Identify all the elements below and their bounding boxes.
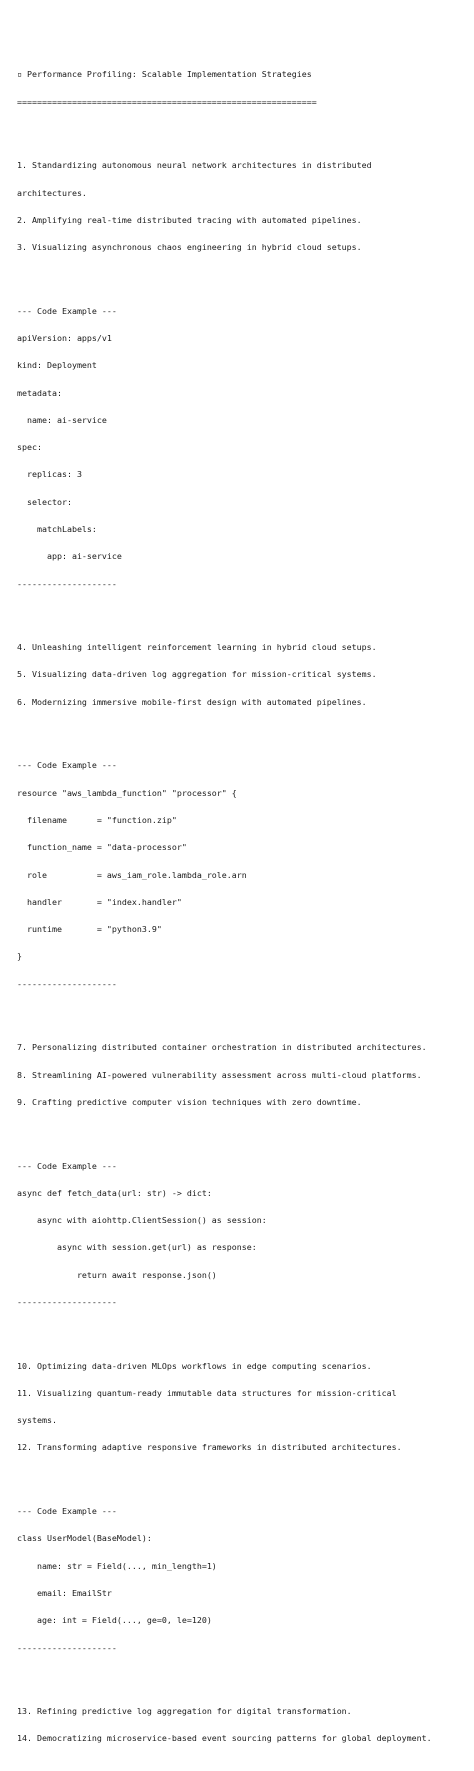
spacer <box>17 1471 432 1480</box>
code-line: spec: <box>17 442 42 453</box>
spacer <box>17 125 432 134</box>
list-item: 10. Optimizing data-driven MLOps workflows in edge computing scenarios. <box>17 1360 372 1371</box>
title-text: Performance Profiling: Scalable Implementation Strategies <box>22 69 312 80</box>
code-line: selector: <box>17 496 72 507</box>
code-line: } <box>17 951 22 962</box>
document-body <box>17 43 432 1771</box>
code-line: async with aiohttp.ClientSession() as session: <box>17 1215 267 1226</box>
list-item: systems. <box>17 1415 57 1426</box>
code-line: filename = "function.zip" <box>17 814 177 825</box>
list-item: 6. Modernizing immersive mobile-first design with automated pipelines. <box>17 696 367 707</box>
spacer <box>17 607 432 616</box>
list-item: 1. Standardizing autonomous neural network architectures in distributed <box>17 160 372 171</box>
title-rule: ============================================================ <box>17 96 317 107</box>
spacer <box>17 1671 432 1680</box>
code-line: async with session.get(url) as response: <box>17 1242 257 1253</box>
code-line: replicas: 3 <box>17 469 82 480</box>
code-line: function_name = "data-processor" <box>17 842 187 853</box>
code-line: apiVersion: apps/v1 <box>17 333 112 343</box>
list-item: 14. Democratizing microservice-based event sourcing patterns for global deployment. <box>17 1733 432 1744</box>
code-example-header: --- Code Example --- <box>17 305 117 316</box>
list-item: 9. Crafting predictive computer vision techniques with zero downtime. <box>17 1096 362 1107</box>
title-bullet-icon: ▫ <box>17 69 22 80</box>
code-line: handler = "index.handler" <box>17 896 182 907</box>
list-item: 11. Visualizing quantum-ready immutable data structures for mission-critical <box>17 1387 397 1398</box>
list-item: 5. Visualizing data-driven log aggregation for mission-critical systems. <box>17 669 377 680</box>
spacer <box>17 1125 432 1134</box>
code-example-footer: -------------------- <box>17 1296 117 1307</box>
code-example-footer: -------------------- <box>17 1642 117 1653</box>
list-item: 7. Personalizing distributed container orchestration in distributed architectures. <box>17 1042 427 1053</box>
list-item: 13. Refining predictive log aggregation for digital transformation. <box>17 1706 352 1717</box>
code-example-header: --- Code Example --- <box>17 760 117 771</box>
code-line: kind: Deployment <box>17 360 97 371</box>
code-line: return await response.json() <box>17 1269 217 1280</box>
spacer <box>17 1007 432 1016</box>
code-line: class UserModel(BaseModel): <box>17 1533 152 1544</box>
code-line: name: ai-service <box>17 414 107 425</box>
code-example-header: --- Code Example --- <box>17 1506 117 1517</box>
code-example-header: --- Code Example --- <box>17 1160 117 1171</box>
code-line: role = aws_iam_role.lambda_role.arn <box>17 869 247 880</box>
code-line: matchLabels: <box>17 523 97 534</box>
list-item: 12. Transforming adaptive responsive frameworks in distributed architectures. <box>17 1442 402 1453</box>
list-item: 4. Unleashing intelligent reinforcement learning in hybrid cloud setups. <box>17 642 377 653</box>
code-line: metadata: <box>17 387 62 398</box>
code-example-footer: -------------------- <box>17 578 117 589</box>
code-line: app: ai-service <box>17 551 122 562</box>
list-item: 2. Amplifying real-time distributed tracing with automated pipelines. <box>17 214 362 225</box>
spacer <box>17 1325 432 1334</box>
code-line: name: str = Field(..., min_length=1) <box>17 1560 217 1571</box>
spacer <box>17 725 432 734</box>
document-title <box>17 70 432 79</box>
list-item: architectures. <box>17 187 87 198</box>
code-line: async def fetch_data(url: str) -> dict: <box>17 1187 212 1198</box>
list-item: 3. Visualizing asynchronous chaos engineering in hybrid cloud setups. <box>17 242 362 253</box>
code-example-footer: -------------------- <box>17 978 117 989</box>
list-item: 8. Streamlining AI-powered vulnerability assessment across multi-cloud platforms. <box>17 1069 422 1080</box>
code-line: resource "aws_lambda_function" "processor" { <box>17 787 237 798</box>
code-line: age: int = Field(..., ge=0, le=120) <box>17 1615 212 1626</box>
code-line: email: EmailStr <box>17 1587 112 1598</box>
code-line: runtime = "python3.9" <box>17 924 162 935</box>
spacer <box>17 270 432 279</box>
